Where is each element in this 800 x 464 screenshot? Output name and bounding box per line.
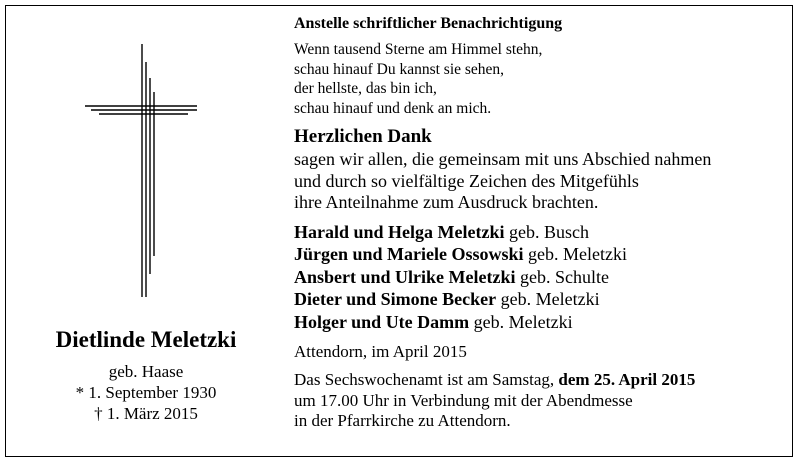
poem: [294, 40, 790, 118]
deceased-info: [30, 326, 262, 424]
family-birth-name: geb. Schulte: [519, 266, 609, 287]
poem-line: der hellste, das bin ich,: [294, 80, 437, 97]
poem-line: schau hinauf Du kannst sie sehen,: [294, 60, 505, 78]
family-names: Dieter und Simone Becker: [294, 289, 497, 309]
service-date: dem 25. April 2015: [558, 370, 696, 389]
family-birth-name: geb. Meletzki: [473, 311, 573, 332]
thanks-section: [294, 125, 790, 214]
thanks-line: sagen wir allen, die gemeinsam mit uns Abschied nahmen: [294, 149, 712, 169]
place-date: Attendorn, im April 2015: [294, 342, 467, 361]
service-line: um 17.00 Uhr in Verbindung mit der Abendmesse: [294, 390, 633, 410]
family-row: [294, 221, 790, 244]
service-intro: Das Sechswochenamt ist am Samstag,: [294, 370, 555, 389]
family-birth-name: geb. Meletzki: [500, 289, 600, 309]
service-line: in der Pfarrkirche zu Attendorn.: [294, 411, 511, 430]
family-names: Harald und Helga Meletzki: [294, 221, 505, 242]
family-birth-name: geb. Busch: [509, 221, 589, 242]
deceased-name: Dietlinde Meletzki: [55, 327, 237, 352]
notice-text: [294, 13, 790, 432]
family-list: [294, 221, 790, 334]
family-names: Ansbert und Ulrike Meletzki: [294, 266, 516, 287]
family-names: Jürgen und Mariele Ossowski: [294, 244, 524, 264]
thanks-line: und durch so vielfältige Zeichen des Mitgefühls: [294, 170, 639, 191]
family-names: Holger und Ute Damm: [294, 311, 470, 332]
poem-line: Wenn tausend Sterne am Himmel stehn,: [294, 41, 543, 58]
family-row: [294, 288, 790, 311]
birth-date: * 1. September 1930: [75, 383, 217, 402]
family-row: [294, 243, 790, 266]
poem-line: schau hinauf und denk an mich.: [294, 99, 492, 117]
service-line: [294, 370, 790, 391]
thanks-line: ihre Anteilnahme zum Ausdruck brachten.: [294, 192, 599, 212]
cross-icon: [85, 44, 205, 298]
family-birth-name: geb. Meletzki: [528, 244, 627, 264]
thanks-title: Herzlichen Dank: [294, 126, 432, 147]
maiden-name: geb. Haase: [108, 362, 184, 381]
family-row: [294, 266, 790, 289]
death-date: † 1. März 2015: [94, 404, 198, 423]
service-info: [294, 370, 790, 432]
family-row: [294, 311, 790, 334]
notice-heading: Anstelle schriftlicher Benachrichtigung: [294, 15, 563, 32]
